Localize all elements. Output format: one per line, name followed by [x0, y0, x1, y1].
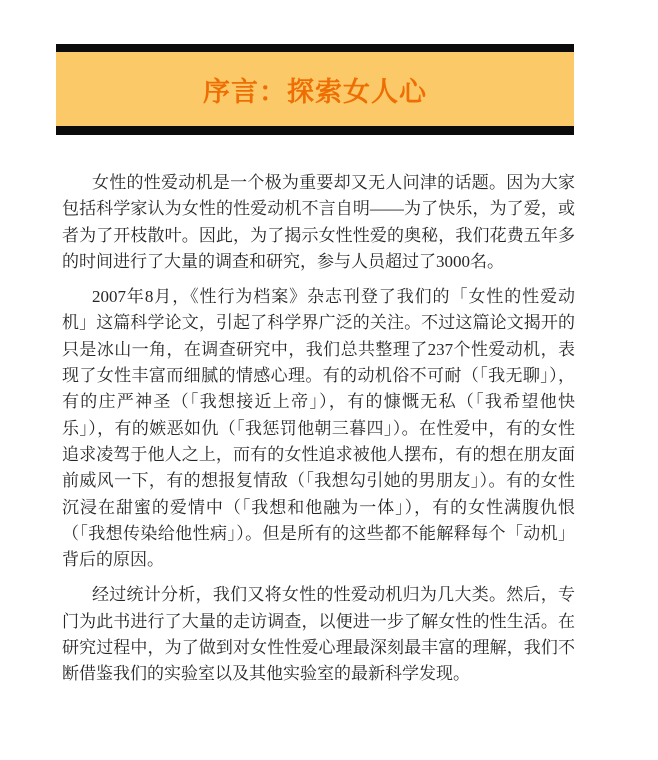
chapter-header	[56, 44, 574, 135]
paragraph-2: 2007年8月，《性行为档案》杂志刊登了我们的「女性的性爱动机」这篇科学论文，引起了科学界广泛的关注。不过这篇论文揭开的只是冰山一角，在调查研究中，我们总共整理了237个性爱动机，表现了女性丰富而细腻的情感心理。有的动机俗不可耐（「我无聊」），有的庄严神圣（「我想接近上帝」），有的慷慨无私（「我希望他快乐」），有的嫉恶如仇（「我惩罚他朝三暮四」）。在性爱中，有的女性追求凌驾于他人之上，而有的女性追求被他人摆布，有的想在朋友面前威风一下，有的想报复情敌（「我想勾引她的男朋友」）。有的女性沉浸在甜蜜的爱情中（「我想和他融为一体」），有的女性满腹仇恨（「我想传染给他性病」）。但是所有的这些都不能解释每个「动机」背后的原因。	[62, 287, 575, 570]
paragraph-3: 经过统计分析，我们又将女性的性爱动机归为几大类。然后，专门为此书进行了大量的走访调查，以便进一步了解女性的性生活。在研究过程中，为了做到对女性性爱心理最深刻最丰富的理解，我们不断借鉴我们的实验室以及其他实验室的最新科学发现。	[62, 585, 575, 684]
header-top-rule	[56, 44, 574, 52]
chapter-title-banner	[56, 52, 574, 126]
header-bottom-rule	[56, 126, 574, 135]
paragraph-1: 女性的性爱动机是一个极为重要却又无人问津的话题。因为大家包括科学家认为女性的性爱动机不言自明——为了快乐，为了爱，或者为了开枝散叶。因此，为了揭示女性性爱的奥秘，我们花费五年多的时间进行了大量的调查和研究，参与人员超过了3000名。	[62, 173, 575, 271]
page-body	[62, 170, 575, 697]
chapter-title: 序言：探索女人心	[203, 76, 427, 107]
